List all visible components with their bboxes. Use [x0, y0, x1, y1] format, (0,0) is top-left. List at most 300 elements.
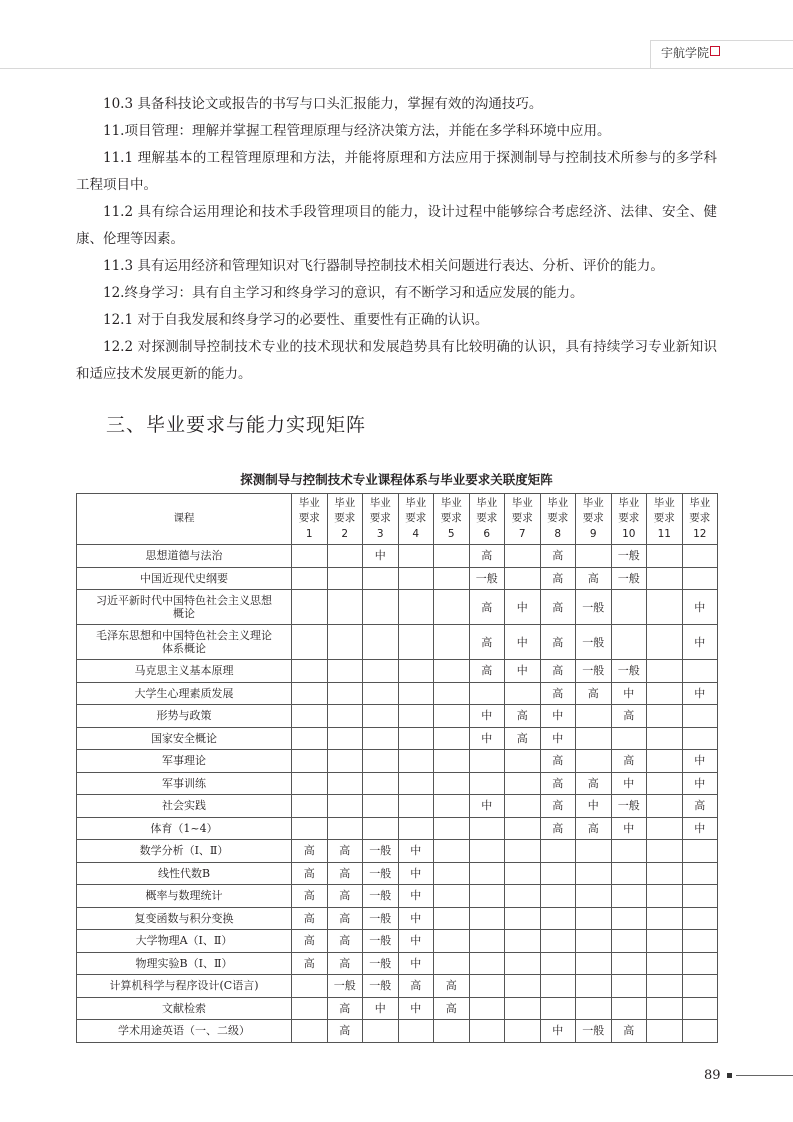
paragraph: 11.3 具有运用经济和管理知识对飞行器制导控制技术相关问题进行表达、分析、评价的能力。 [103, 258, 664, 274]
relevance-cell: 中 [540, 1020, 576, 1043]
relevance-cell: 中 [682, 817, 718, 840]
table-row [77, 750, 718, 773]
relevance-cell: 高 [469, 545, 505, 568]
relevance-cell [647, 682, 683, 705]
relevance-cell [682, 1020, 718, 1043]
requirement-number: 12 [693, 527, 707, 540]
relevance-cell: 高 [505, 727, 541, 750]
relevance-cell [469, 907, 505, 930]
relevance-cell [647, 660, 683, 683]
page-number: 89 [704, 1068, 721, 1083]
relevance-cell: 一般 [363, 975, 399, 998]
relevance-cell [363, 625, 399, 660]
relevance-cell: 一般 [363, 840, 399, 863]
relevance-cell [540, 885, 576, 908]
paragraph: 11.项目管理：理解并掌握工程管理原理与经济决策方法，并能在多学科环境中应用。 [103, 123, 611, 139]
relevance-cell [647, 840, 683, 863]
relevance-cell [434, 952, 470, 975]
relevance-cell [398, 772, 434, 795]
relevance-cell [647, 975, 683, 998]
relevance-cell: 高 [327, 1020, 363, 1043]
table-row [77, 840, 718, 863]
relevance-cell [647, 997, 683, 1020]
course-name: 线性代数B [77, 862, 292, 885]
relevance-cell [682, 727, 718, 750]
relevance-cell [434, 817, 470, 840]
requirement-header-line2: 要求 [582, 512, 604, 525]
requirement-header-line1: 毕业 [405, 496, 427, 509]
relevance-cell [682, 952, 718, 975]
table-row [77, 705, 718, 728]
relevance-cell [363, 817, 399, 840]
relevance-cell [505, 772, 541, 795]
relevance-cell [398, 545, 434, 568]
relevance-cell [469, 997, 505, 1020]
relevance-cell: 中 [469, 795, 505, 818]
relevance-cell [611, 840, 647, 863]
requirement-header-line1: 毕业 [618, 496, 640, 509]
requirement-header-line1: 毕业 [476, 496, 498, 509]
relevance-cell [469, 817, 505, 840]
relevance-cell: 中 [469, 727, 505, 750]
relevance-cell [434, 705, 470, 728]
requirement-header [363, 494, 399, 545]
relevance-cell [434, 545, 470, 568]
relevance-cell [434, 682, 470, 705]
footer-square-icon [727, 1073, 732, 1078]
relevance-cell [505, 750, 541, 773]
paragraph: 11.2 具有综合运用理论和技术手段管理项目的能力，设计过程中能够综合考虑经济、法律、安全、健康、伦理等因素。 [76, 204, 717, 247]
course-name: 毛泽东思想和中国特色社会主义理论体系概论 [77, 625, 292, 660]
relevance-cell: 中 [505, 590, 541, 625]
relevance-cell: 高 [327, 952, 363, 975]
relevance-cell [540, 840, 576, 863]
requirement-header-line2: 要求 [440, 512, 462, 525]
relevance-cell: 高 [292, 840, 328, 863]
relevance-cell [434, 660, 470, 683]
table-row [77, 545, 718, 568]
relevance-cell: 高 [327, 907, 363, 930]
requirement-header-line1: 毕业 [298, 496, 320, 509]
relevance-cell [647, 795, 683, 818]
relevance-cell [505, 885, 541, 908]
relevance-cell: 高 [327, 840, 363, 863]
relevance-cell: 中 [398, 930, 434, 953]
relevance-cell [434, 567, 470, 590]
relevance-cell [327, 545, 363, 568]
relevance-cell [363, 567, 399, 590]
requirement-header-line2: 要求 [618, 512, 640, 525]
relevance-cell [647, 625, 683, 660]
relevance-cell [540, 975, 576, 998]
requirement-header [647, 494, 683, 545]
relevance-cell: 一般 [611, 660, 647, 683]
relevance-cell: 高 [540, 545, 576, 568]
relevance-cell: 中 [398, 952, 434, 975]
relevance-cell [469, 840, 505, 863]
relevance-cell [434, 625, 470, 660]
table-row [77, 567, 718, 590]
relevance-cell: 一般 [576, 1020, 612, 1043]
relevance-cell [647, 817, 683, 840]
table-row [77, 625, 718, 660]
relevance-cell: 一般 [576, 625, 612, 660]
relevance-cell [434, 907, 470, 930]
relevance-cell: 中 [505, 625, 541, 660]
relevance-cell [363, 750, 399, 773]
relevance-cell [647, 590, 683, 625]
relevance-cell: 高 [292, 862, 328, 885]
requirement-header-line2: 要求 [405, 512, 427, 525]
relevance-cell: 中 [611, 682, 647, 705]
relevance-cell [647, 885, 683, 908]
requirement-header-line1: 毕业 [440, 496, 462, 509]
relevance-cell: 高 [292, 930, 328, 953]
relevance-cell [505, 997, 541, 1020]
requirement-number: 1 [305, 527, 313, 540]
relevance-cell [576, 885, 612, 908]
relevance-cell [505, 975, 541, 998]
relevance-cell: 高 [292, 885, 328, 908]
requirement-header-line2: 要求 [511, 512, 533, 525]
requirement-header-line1: 毕业 [653, 496, 675, 509]
header-square-icon [710, 46, 720, 56]
relevance-cell: 高 [505, 705, 541, 728]
relevance-cell [540, 907, 576, 930]
relevance-cell [682, 840, 718, 863]
relevance-cell [292, 625, 328, 660]
paragraph: 10.3 具备科技论文或报告的书写与口头汇报能力，掌握有效的沟通技巧。 [103, 96, 543, 112]
relevance-cell [292, 545, 328, 568]
relevance-cell [292, 682, 328, 705]
relevance-cell: 中 [505, 660, 541, 683]
relevance-cell [505, 840, 541, 863]
table-row [77, 817, 718, 840]
requirement-header-line2: 要求 [476, 512, 498, 525]
relevance-cell [647, 705, 683, 728]
relevance-cell: 高 [327, 997, 363, 1020]
relevance-cell [363, 590, 399, 625]
relevance-cell [434, 795, 470, 818]
relevance-cell: 高 [576, 567, 612, 590]
relevance-cell [505, 862, 541, 885]
table-row [77, 997, 718, 1020]
requirement-header-line2: 要求 [547, 512, 569, 525]
relevance-cell [327, 817, 363, 840]
requirement-header-line1: 毕业 [369, 496, 391, 509]
relevance-cell: 高 [540, 682, 576, 705]
requirement-number: 11 [657, 527, 671, 540]
relevance-cell [505, 567, 541, 590]
relevance-cell: 高 [434, 997, 470, 1020]
table-row [77, 952, 718, 975]
relevance-cell: 一般 [576, 660, 612, 683]
relevance-cell: 中 [398, 862, 434, 885]
requirement-header [540, 494, 576, 545]
relevance-cell [647, 567, 683, 590]
relevance-cell [576, 862, 612, 885]
table-row [77, 682, 718, 705]
relevance-cell [505, 1020, 541, 1043]
relevance-cell [576, 727, 612, 750]
relevance-cell: 中 [682, 682, 718, 705]
relevance-cell [647, 952, 683, 975]
requirement-header-line1: 毕业 [511, 496, 533, 509]
relevance-cell [505, 545, 541, 568]
paragraph: 12.1 对于自我发展和终身学习的必要性、重要性有正确的认识。 [103, 312, 489, 328]
relevance-cell [398, 590, 434, 625]
section-title: 三、毕业要求与能力实现矩阵 [106, 414, 367, 436]
course-name: 军事训练 [77, 772, 292, 795]
course-name: 大学生心理素质发展 [77, 682, 292, 705]
relevance-cell: 中 [469, 705, 505, 728]
relevance-cell [469, 952, 505, 975]
relevance-cell: 中 [682, 625, 718, 660]
relevance-cell [327, 625, 363, 660]
relevance-cell [540, 862, 576, 885]
relevance-cell: 一般 [363, 862, 399, 885]
relevance-cell [576, 840, 612, 863]
relevance-cell [682, 975, 718, 998]
relevance-cell: 高 [327, 885, 363, 908]
requirement-header [327, 494, 363, 545]
relevance-cell [363, 1020, 399, 1043]
relevance-cell: 高 [540, 660, 576, 683]
course-name: 体育（1~4） [77, 817, 292, 840]
relevance-cell: 中 [398, 840, 434, 863]
course-name: 习近平新时代中国特色社会主义思想概论 [77, 590, 292, 625]
relevance-cell [327, 727, 363, 750]
relevance-cell [469, 862, 505, 885]
requirement-number: 4 [412, 527, 420, 540]
relevance-cell: 一般 [611, 567, 647, 590]
relevance-cell [398, 682, 434, 705]
relevance-cell [327, 750, 363, 773]
relevance-cell [682, 997, 718, 1020]
relevance-cell [505, 817, 541, 840]
requirement-header [611, 494, 647, 545]
course-name: 数学分析（Ⅰ、Ⅱ） [77, 840, 292, 863]
course-name: 国家安全概论 [77, 727, 292, 750]
relevance-cell [682, 660, 718, 683]
paragraph: 12.2 对探测制导控制技术专业的技术现状和发展趋势具有比较明确的认识，具有持续学习专业新知识和适应技术发展更新的能力。 [76, 339, 717, 382]
course-name: 马克思主义基本原理 [77, 660, 292, 683]
relevance-cell [505, 952, 541, 975]
relevance-cell [469, 750, 505, 773]
paragraph: 12.终身学习：具有自主学习和终身学习的意识，有不断学习和适应发展的能力。 [103, 285, 584, 301]
requirement-header-line2: 要求 [334, 512, 356, 525]
relevance-cell [505, 795, 541, 818]
relevance-cell [540, 997, 576, 1020]
relevance-cell: 高 [540, 817, 576, 840]
requirement-header [469, 494, 505, 545]
relevance-cell [434, 772, 470, 795]
relevance-cell [682, 705, 718, 728]
relevance-cell: 中 [398, 997, 434, 1020]
relevance-cell [292, 567, 328, 590]
relevance-cell: 高 [327, 862, 363, 885]
relevance-cell [398, 625, 434, 660]
relevance-cell: 高 [576, 817, 612, 840]
table-row [77, 885, 718, 908]
relevance-cell [327, 705, 363, 728]
relevance-cell [540, 952, 576, 975]
relevance-cell: 一般 [469, 567, 505, 590]
relevance-cell [434, 1020, 470, 1043]
course-name: 文献检索 [77, 997, 292, 1020]
relevance-cell [327, 772, 363, 795]
requirement-number: 10 [622, 527, 636, 540]
relevance-cell: 中 [682, 750, 718, 773]
relevance-cell [505, 907, 541, 930]
relevance-cell [327, 567, 363, 590]
relevance-cell [576, 705, 612, 728]
relevance-cell [469, 772, 505, 795]
relevance-cell [540, 930, 576, 953]
relevance-cell [398, 750, 434, 773]
table-row [77, 862, 718, 885]
relevance-cell [363, 727, 399, 750]
relevance-cell [611, 975, 647, 998]
relevance-cell [682, 930, 718, 953]
relevance-cell [327, 682, 363, 705]
relevance-cell [363, 772, 399, 795]
relevance-cell [292, 772, 328, 795]
relevance-cell [647, 930, 683, 953]
relevance-cell: 高 [576, 682, 612, 705]
matrix-table [76, 493, 718, 1043]
relevance-cell [576, 997, 612, 1020]
relevance-cell [292, 997, 328, 1020]
table-title: 探测制导与控制技术专业课程体系与毕业要求关联度矩阵 [240, 472, 553, 487]
relevance-cell [576, 750, 612, 773]
relevance-cell: 中 [363, 997, 399, 1020]
relevance-cell: 高 [469, 590, 505, 625]
relevance-cell [469, 1020, 505, 1043]
relevance-cell [398, 660, 434, 683]
requirement-header [292, 494, 328, 545]
relevance-cell: 中 [363, 545, 399, 568]
relevance-cell [682, 907, 718, 930]
relevance-cell [434, 885, 470, 908]
relevance-cell [292, 1020, 328, 1043]
relevance-cell [434, 727, 470, 750]
course-name: 思想道德与法治 [77, 545, 292, 568]
relevance-cell [576, 975, 612, 998]
relevance-cell: 高 [611, 1020, 647, 1043]
relevance-cell [292, 750, 328, 773]
relevance-cell [434, 840, 470, 863]
relevance-cell: 高 [292, 952, 328, 975]
table-row [77, 975, 718, 998]
relevance-cell [647, 727, 683, 750]
requirement-number: 3 [376, 527, 384, 540]
table-row [77, 660, 718, 683]
relevance-cell: 一般 [327, 975, 363, 998]
relevance-cell [469, 930, 505, 953]
requirement-header-line2: 要求 [298, 512, 320, 525]
relevance-cell [292, 727, 328, 750]
requirement-header-line1: 毕业 [689, 496, 711, 509]
relevance-cell [611, 885, 647, 908]
requirement-number: 7 [518, 527, 526, 540]
requirement-header-line1: 毕业 [547, 496, 569, 509]
relevance-cell [292, 975, 328, 998]
requirement-number: 6 [483, 527, 491, 540]
requirement-header [398, 494, 434, 545]
relevance-cell: 高 [540, 772, 576, 795]
course-name: 大学物理A（Ⅰ、Ⅱ） [77, 930, 292, 953]
relevance-cell [398, 1020, 434, 1043]
relevance-cell: 高 [469, 660, 505, 683]
relevance-cell: 高 [611, 750, 647, 773]
requirement-header [682, 494, 718, 545]
relevance-cell [327, 660, 363, 683]
table-row [77, 1020, 718, 1043]
relevance-cell [363, 705, 399, 728]
table-row [77, 795, 718, 818]
relevance-cell [611, 952, 647, 975]
table-header-row [77, 494, 718, 545]
requirement-header-line2: 要求 [689, 512, 711, 525]
course-name: 复变函数与积分变换 [77, 907, 292, 930]
relevance-cell [682, 545, 718, 568]
requirement-header-line1: 毕业 [582, 496, 604, 509]
relevance-cell [647, 545, 683, 568]
requirement-header [576, 494, 612, 545]
footer-rule [736, 1075, 793, 1076]
relevance-cell [327, 590, 363, 625]
relevance-cell: 中 [398, 885, 434, 908]
relevance-cell: 中 [398, 907, 434, 930]
relevance-cell [434, 590, 470, 625]
course-name: 计算机科学与程序设计(C语言) [77, 975, 292, 998]
requirement-number: 5 [447, 527, 455, 540]
relevance-cell: 高 [540, 590, 576, 625]
relevance-cell: 高 [540, 795, 576, 818]
relevance-cell [647, 862, 683, 885]
relevance-cell [611, 590, 647, 625]
relevance-cell [647, 1020, 683, 1043]
relevance-cell [434, 862, 470, 885]
relevance-cell [292, 817, 328, 840]
relevance-cell [682, 885, 718, 908]
table-row [77, 907, 718, 930]
relevance-cell [611, 727, 647, 750]
relevance-cell [576, 545, 612, 568]
table-row [77, 727, 718, 750]
relevance-cell [611, 997, 647, 1020]
relevance-cell: 中 [611, 817, 647, 840]
paragraph: 11.1 理解基本的工程管理原理和方法，并能将原理和方法应用于探测制导与控制技术所参与的多学科工程项目中。 [76, 150, 717, 193]
relevance-cell [292, 705, 328, 728]
relevance-cell [398, 705, 434, 728]
relevance-cell: 高 [292, 907, 328, 930]
relevance-cell: 高 [540, 567, 576, 590]
course-name: 概率与数理统计 [77, 885, 292, 908]
relevance-cell [363, 682, 399, 705]
header-rule [0, 68, 793, 69]
relevance-cell [505, 682, 541, 705]
relevance-cell [469, 682, 505, 705]
relevance-cell [434, 930, 470, 953]
relevance-cell [576, 930, 612, 953]
table-body [77, 545, 718, 1043]
table-row [77, 930, 718, 953]
requirement-number: 8 [554, 527, 562, 540]
requirement-header [505, 494, 541, 545]
relevance-cell: 高 [434, 975, 470, 998]
